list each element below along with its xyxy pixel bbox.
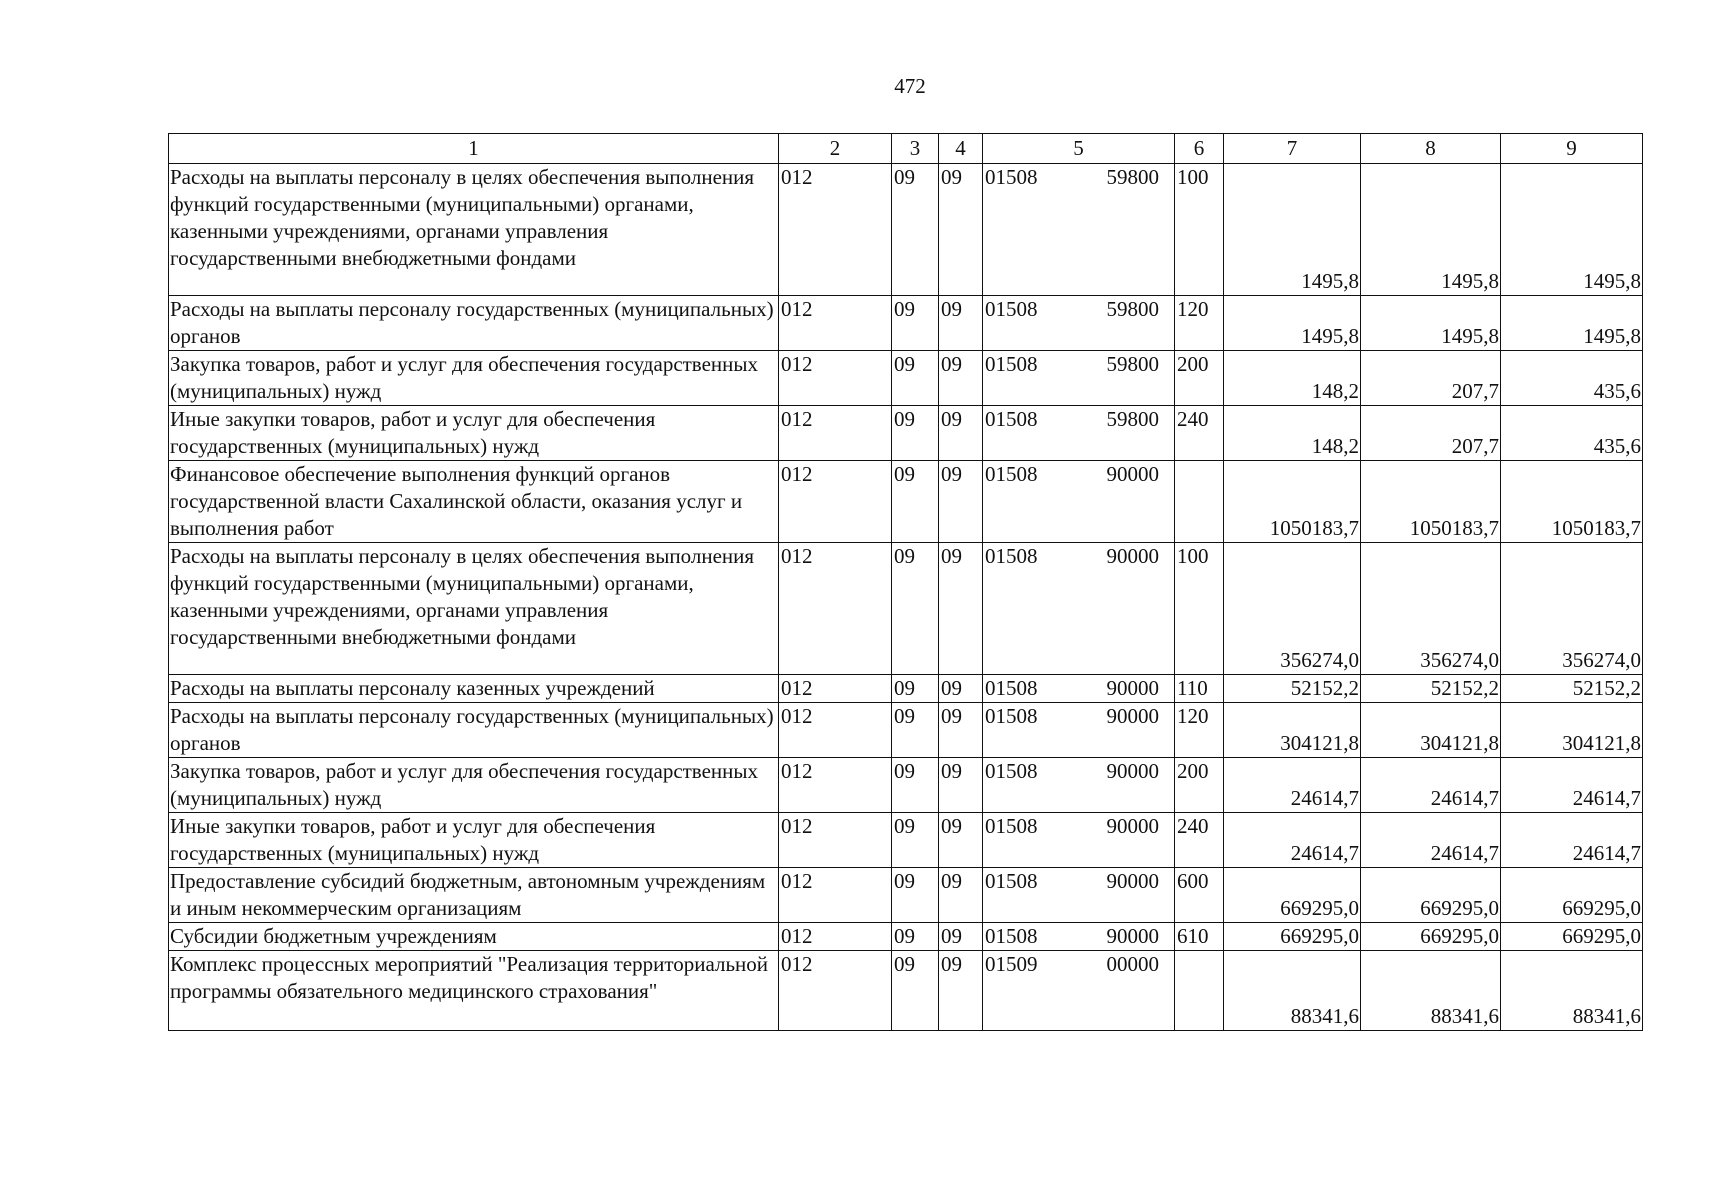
row-value-col7: 24614,7 [1224, 813, 1361, 868]
row-code-col2: 012 [779, 758, 892, 813]
row-value-col9: 669295,0 [1501, 923, 1643, 951]
row-code-col3: 09 [892, 923, 939, 951]
row-code-col4: 09 [939, 406, 983, 461]
row-code-col5 [983, 813, 1175, 868]
row-code-col6: 120 [1175, 296, 1224, 351]
row-value-col9: 304121,8 [1501, 703, 1643, 758]
row-code-col5-direction: 90000 [1106, 814, 1159, 838]
row-value-col8: 1495,8 [1361, 164, 1501, 296]
row-code-col6: 240 [1175, 406, 1224, 461]
table-row [169, 461, 1643, 543]
row-code-col6: 110 [1175, 675, 1224, 703]
row-code-col5 [983, 758, 1175, 813]
row-code-col3: 09 [892, 703, 939, 758]
header-row [169, 134, 1643, 164]
row-code-col5 [983, 296, 1175, 351]
row-description: Расходы на выплаты персоналу государственных (муниципальных) органов [169, 296, 779, 351]
row-code-col6: 610 [1175, 923, 1224, 951]
table-row [169, 758, 1643, 813]
table-row [169, 813, 1643, 868]
header-cell: 7 [1224, 134, 1361, 164]
table-row [169, 868, 1643, 923]
row-code-col6 [1175, 951, 1224, 1031]
row-description: Расходы на выплаты персоналу государственных (муниципальных) органов [169, 703, 779, 758]
row-code-col5-program: 01509 [985, 952, 1038, 976]
row-code-col5 [983, 406, 1175, 461]
row-code-col5 [983, 868, 1175, 923]
row-code-col3: 09 [892, 543, 939, 675]
row-code-col5-direction: 90000 [1106, 704, 1159, 728]
row-code-col5 [983, 675, 1175, 703]
row-code-col5-program: 01508 [985, 462, 1038, 486]
row-code-col4: 09 [939, 813, 983, 868]
row-description: Расходы на выплаты персоналу в целях обеспечения выполнения функций государственными (муниципальными) органами, казенными учреждениями, органами управления государственными внебюджетными фондами [169, 543, 779, 675]
row-value-col8: 669295,0 [1361, 923, 1501, 951]
row-code-col3: 09 [892, 758, 939, 813]
row-value-col9: 435,6 [1501, 406, 1643, 461]
row-code-col5 [983, 461, 1175, 543]
row-code-col3: 09 [892, 406, 939, 461]
header-cell: 1 [169, 134, 779, 164]
row-code-col5 [983, 543, 1175, 675]
row-code-col4: 09 [939, 703, 983, 758]
row-value-col8: 52152,2 [1361, 675, 1501, 703]
row-code-col5-program: 01508 [985, 924, 1038, 948]
table-row [169, 675, 1643, 703]
row-code-col2: 012 [779, 461, 892, 543]
row-code-col6: 100 [1175, 543, 1224, 675]
row-value-col7: 52152,2 [1224, 675, 1361, 703]
row-code-col5-direction: 90000 [1106, 759, 1159, 783]
table-row [169, 296, 1643, 351]
row-value-col7: 1050183,7 [1224, 461, 1361, 543]
row-code-col4: 09 [939, 461, 983, 543]
table-row [169, 703, 1643, 758]
row-value-col7: 669295,0 [1224, 923, 1361, 951]
row-code-col4: 09 [939, 351, 983, 406]
row-value-col8: 88341,6 [1361, 951, 1501, 1031]
header-cell: 3 [892, 134, 939, 164]
row-code-col5-direction: 59800 [1106, 407, 1159, 431]
row-code-col3: 09 [892, 351, 939, 406]
row-code-col2: 012 [779, 675, 892, 703]
row-value-col8: 356274,0 [1361, 543, 1501, 675]
table-row [169, 406, 1643, 461]
row-description: Иные закупки товаров, работ и услуг для обеспечения государственных (муниципальных) нужд [169, 813, 779, 868]
row-value-col9: 24614,7 [1501, 813, 1643, 868]
header-cell: 6 [1175, 134, 1224, 164]
row-value-col9: 24614,7 [1501, 758, 1643, 813]
row-value-col7: 88341,6 [1224, 951, 1361, 1031]
row-code-col5-direction: 90000 [1106, 676, 1159, 700]
row-description: Субсидии бюджетным учреждениям [169, 923, 779, 951]
row-code-col5-program: 01508 [985, 869, 1038, 893]
row-code-col4: 09 [939, 543, 983, 675]
row-code-col6: 240 [1175, 813, 1224, 868]
row-value-col7: 356274,0 [1224, 543, 1361, 675]
row-code-col2: 012 [779, 164, 892, 296]
row-code-col4: 09 [939, 164, 983, 296]
row-code-col5-direction: 00000 [1106, 952, 1159, 976]
header-cell: 4 [939, 134, 983, 164]
row-code-col5 [983, 351, 1175, 406]
row-value-col7: 148,2 [1224, 351, 1361, 406]
row-code-col5-direction: 59800 [1106, 297, 1159, 321]
row-value-col7: 304121,8 [1224, 703, 1361, 758]
row-code-col4: 09 [939, 296, 983, 351]
row-value-col9: 435,6 [1501, 351, 1643, 406]
row-code-col5-program: 01508 [985, 704, 1038, 728]
row-code-col3: 09 [892, 675, 939, 703]
row-code-col5 [983, 703, 1175, 758]
row-code-col3: 09 [892, 868, 939, 923]
header-cell: 2 [779, 134, 892, 164]
row-value-col7: 1495,8 [1224, 296, 1361, 351]
row-code-col2: 012 [779, 543, 892, 675]
row-code-col3: 09 [892, 296, 939, 351]
page-number: 472 [894, 74, 926, 98]
row-code-col4: 09 [939, 951, 983, 1031]
row-code-col2: 012 [779, 951, 892, 1031]
row-code-col3: 09 [892, 164, 939, 296]
row-code-col2: 012 [779, 923, 892, 951]
row-code-col6: 600 [1175, 868, 1224, 923]
row-code-col6: 200 [1175, 758, 1224, 813]
row-code-col5-program: 01508 [985, 165, 1038, 189]
row-value-col8: 304121,8 [1361, 703, 1501, 758]
row-value-col9: 1495,8 [1501, 164, 1643, 296]
row-value-col8: 669295,0 [1361, 868, 1501, 923]
header-cell: 5 [983, 134, 1175, 164]
row-description: Финансовое обеспечение выполнения функций органов государственной власти Сахалинской области, оказания услуг и выполнения работ [169, 461, 779, 543]
row-code-col3: 09 [892, 461, 939, 543]
row-code-col4: 09 [939, 675, 983, 703]
row-value-col7: 1495,8 [1224, 164, 1361, 296]
table-row [169, 351, 1643, 406]
row-code-col2: 012 [779, 296, 892, 351]
row-value-col9: 52152,2 [1501, 675, 1643, 703]
table-row [169, 543, 1643, 675]
row-code-col4: 09 [939, 868, 983, 923]
row-value-col9: 1050183,7 [1501, 461, 1643, 543]
row-code-col5-program: 01508 [985, 676, 1038, 700]
row-code-col2: 012 [779, 406, 892, 461]
row-code-col5-program: 01508 [985, 407, 1038, 431]
header-cell: 9 [1501, 134, 1643, 164]
row-value-col9: 356274,0 [1501, 543, 1643, 675]
row-code-col6: 120 [1175, 703, 1224, 758]
row-code-col5-direction: 59800 [1106, 165, 1159, 189]
row-value-col7: 24614,7 [1224, 758, 1361, 813]
row-code-col6 [1175, 461, 1224, 543]
row-value-col8: 1495,8 [1361, 296, 1501, 351]
row-description: Расходы на выплаты персоналу в целях обеспечения выполнения функций государственными (муниципальными) органами, казенными учреждениями, органами управления государственными внебюджетными фондами [169, 164, 779, 296]
header-cell: 8 [1361, 134, 1501, 164]
row-code-col5-direction: 90000 [1106, 869, 1159, 893]
row-code-col5-program: 01508 [985, 814, 1038, 838]
row-code-col3: 09 [892, 813, 939, 868]
row-code-col6: 200 [1175, 351, 1224, 406]
row-code-col5 [983, 164, 1175, 296]
row-code-col5-direction: 59800 [1106, 352, 1159, 376]
row-description: Комплекс процессных мероприятий "Реализация территориальной программы обязательного медицинского страхования" [169, 951, 779, 1031]
row-description: Закупка товаров, работ и услуг для обеспечения государственных (муниципальных) нужд [169, 351, 779, 406]
row-code-col2: 012 [779, 868, 892, 923]
row-value-col8: 207,7 [1361, 351, 1501, 406]
row-code-col4: 09 [939, 758, 983, 813]
row-value-col8: 207,7 [1361, 406, 1501, 461]
table-row [169, 923, 1643, 951]
row-description: Предоставление субсидий бюджетным, автономным учреждениям и иным некоммерческим организациям [169, 868, 779, 923]
row-value-col9: 669295,0 [1501, 868, 1643, 923]
row-value-col8: 1050183,7 [1361, 461, 1501, 543]
row-description: Иные закупки товаров, работ и услуг для обеспечения государственных (муниципальных) нужд [169, 406, 779, 461]
row-code-col5-direction: 90000 [1106, 924, 1159, 948]
row-code-col5 [983, 923, 1175, 951]
row-value-col8: 24614,7 [1361, 758, 1501, 813]
row-description: Закупка товаров, работ и услуг для обеспечения государственных (муниципальных) нужд [169, 758, 779, 813]
row-code-col5-direction: 90000 [1106, 462, 1159, 486]
row-code-col5-program: 01508 [985, 544, 1038, 568]
row-code-col2: 012 [779, 813, 892, 868]
row-code-col6: 100 [1175, 164, 1224, 296]
row-value-col7: 148,2 [1224, 406, 1361, 461]
row-value-col9: 1495,8 [1501, 296, 1643, 351]
row-code-col5-program: 01508 [985, 759, 1038, 783]
row-code-col2: 012 [779, 351, 892, 406]
row-code-col5 [983, 951, 1175, 1031]
row-code-col2: 012 [779, 703, 892, 758]
row-value-col7: 669295,0 [1224, 868, 1361, 923]
table-row [169, 951, 1643, 1031]
table-row [169, 164, 1643, 296]
budget-table [168, 133, 1643, 1031]
row-description: Расходы на выплаты персоналу казенных учреждений [169, 675, 779, 703]
row-code-col4: 09 [939, 923, 983, 951]
row-code-col5-program: 01508 [985, 352, 1038, 376]
row-code-col5-program: 01508 [985, 297, 1038, 321]
row-code-col3: 09 [892, 951, 939, 1031]
row-value-col9: 88341,6 [1501, 951, 1643, 1031]
row-code-col5-direction: 90000 [1106, 544, 1159, 568]
row-value-col8: 24614,7 [1361, 813, 1501, 868]
